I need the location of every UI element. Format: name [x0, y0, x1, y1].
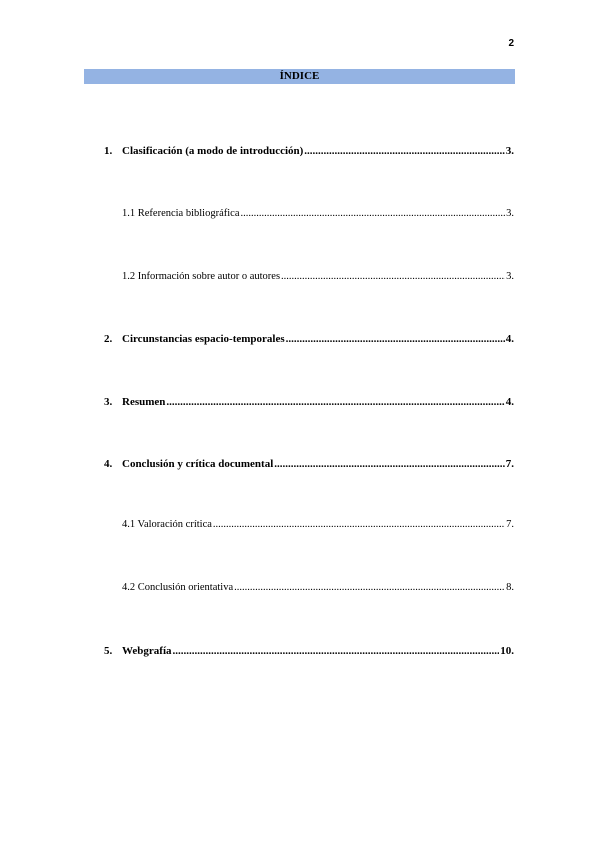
dot-leader: [304, 144, 504, 158]
toc-entry-number: 4.: [104, 458, 113, 470]
toc-entry-label: Resumen: [122, 396, 166, 408]
toc-entry-label: 1.1 Referencia bibliográfica: [122, 208, 240, 219]
toc-entry-label: 4.2 Conclusión orientativa: [122, 582, 234, 593]
page-number: 2: [508, 38, 514, 49]
toc-entry-5[interactable]: [104, 644, 514, 658]
toc-entry-label: Clasificación (a modo de introducción): [122, 145, 304, 157]
toc-entry-1-2[interactable]: [122, 270, 514, 284]
dot-leader: [234, 581, 505, 595]
toc-entry-page: 3.: [506, 208, 514, 219]
dot-leader: [274, 457, 505, 471]
toc-entry-label: Conclusión y crítica documental: [122, 458, 274, 470]
toc-entry-page: 7.: [506, 519, 514, 530]
toc-entry-label: 4.1 Valoración crítica: [122, 519, 212, 530]
toc-entry-4[interactable]: [104, 457, 514, 471]
dot-leader: [173, 644, 500, 658]
toc-entry-3[interactable]: [104, 395, 514, 409]
toc-entry-page: 4.: [505, 396, 514, 408]
toc-entry-label: Webgrafía: [122, 645, 172, 657]
toc-entry-page: 8.: [506, 582, 514, 593]
dot-leader: [213, 518, 505, 532]
toc-entry-page: 4.: [505, 333, 514, 345]
dot-leader: [286, 332, 505, 346]
toc-entry-label: 1.2 Información sobre autor o autores: [122, 271, 281, 282]
toc-entry-2[interactable]: [104, 332, 514, 346]
toc-entry-number: 2.: [104, 333, 113, 345]
toc-entry-number: 3.: [104, 396, 113, 408]
toc-entry-1-1[interactable]: [122, 207, 514, 221]
toc-entry-label: Circunstancias espacio-temporales: [122, 333, 285, 345]
toc-entry-page: 3.: [505, 145, 514, 157]
toc-entry-4-1[interactable]: [122, 518, 514, 532]
toc-entry-4-2[interactable]: [122, 581, 514, 595]
dot-leader: [166, 395, 504, 409]
index-title: ÍNDICE: [279, 70, 320, 82]
toc-entry-number: 1.: [104, 145, 113, 157]
toc-entry-1[interactable]: [104, 144, 514, 158]
toc-entry-page: 7.: [505, 458, 514, 470]
dot-leader: [240, 207, 505, 221]
dot-leader: [281, 270, 505, 284]
toc-entry-page: 10.: [500, 645, 514, 657]
toc-entry-page: 3.: [506, 271, 514, 282]
toc-entry-number: 5.: [104, 645, 113, 657]
